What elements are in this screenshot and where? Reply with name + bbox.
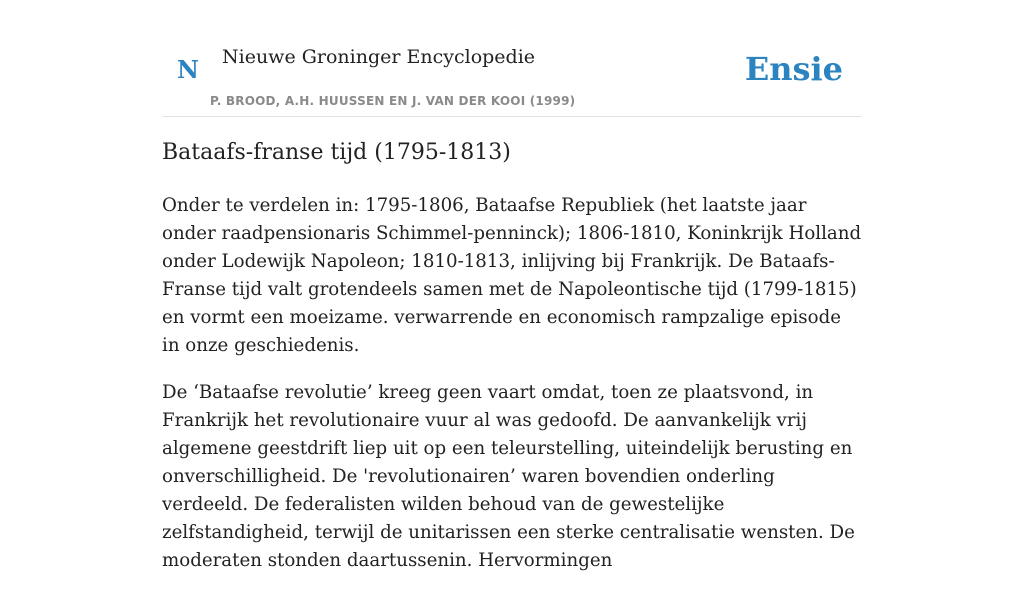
source-title[interactable]: Nieuwe Groninger Encyclopedie [222,46,536,68]
article-title: Bataafs-franse tijd (1795-1813) [162,140,511,165]
article-body [162,192,862,594]
article-paragraph: Onder te verdelen in: 1795-1806, Bataafse Republiek (het laatste jaar onder raadpensionaris Schimmel-penninck); 1806-1810, Koninkrijk Holland onder Lodewijk Napoleon; 1810-1813, inlijving bij Frankrijk. De Bataafs-Franse tijd valt grotendeels samen met de Napoleontische tijd (1799-1815) en vormt een moeizame. verwarrende en economisch rampzalige episode in onze geschiedenis. [162,195,862,356]
brand-logo-link[interactable]: Ensie [744,50,843,88]
source-authors: P. BROOD, A.H. HUUSSEN EN J. VAN DER KOOI (1999) [210,94,576,108]
article-paragraph: De ‘Bataafse revolutie’ kreeg geen vaart omdat, toen ze plaatsvond, in Frankrijk het revolutionaire vuur al was gedoofd. De aanvankelijk vrij algemene geestdrift liep uit op een teleurstelling, uiteindelijk berusting en onverschilligheid. De 'revolutionairen’ waren bovendien onderling verdeeld. De federalisten wilden behoud van de gewestelijke zelfstandigheid, terwijl de unitarissen een sterke centralisatie wensten. De moderaten stonden daartussenin. Hervormingen [162,382,855,571]
source-header [162,0,862,117]
source-logo[interactable]: N [177,55,199,84]
